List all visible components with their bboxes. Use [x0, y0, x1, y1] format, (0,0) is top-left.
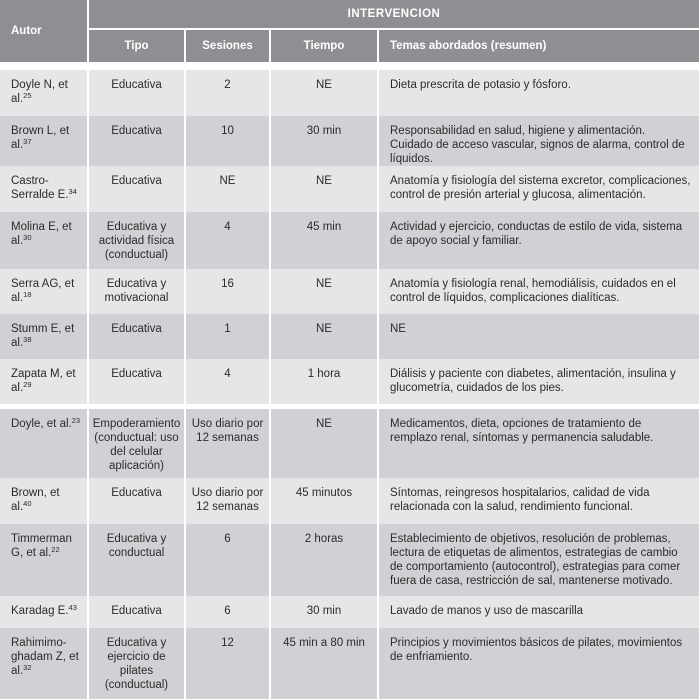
reference-number: 29	[23, 380, 32, 389]
cell-tipo: Empoderamiento (conductual: uso del celular aplicación)	[88, 409, 185, 478]
cell-tipo: Educativa y ejercicio de pilates (conductual)	[88, 628, 185, 699]
header-tipo: Tipo	[88, 29, 185, 62]
autor-text: Castro-Serralde E.	[11, 175, 69, 201]
cell-temas: Anatomía y fisiología renal, hemodiálisis, cuidados en el control de líquidos, complicaciones dialíticas.	[378, 269, 699, 314]
autor-text: Zapata M, et al.	[11, 368, 76, 394]
autor-text: Timmerman G, et al.	[11, 533, 72, 559]
cell-tiempo: 30 min	[270, 596, 378, 628]
cell-temas: NE	[378, 314, 699, 359]
cell-autor	[0, 524, 88, 596]
cell-temas: Dieta prescrita de potasio y fósforo.	[378, 70, 699, 116]
cell-autor	[0, 314, 88, 359]
cell-autor	[0, 596, 88, 628]
cell-autor	[0, 359, 88, 404]
cell-temas: Responsabilidad en salud, higiene y alimentación. Cuidado de acceso vascular, signos de alarma, control de líquidos.	[378, 116, 699, 166]
cell-temas: Principios y movimientos básicos de pilates, movimientos de enfriamiento.	[378, 628, 699, 699]
cell-autor	[0, 166, 88, 212]
cell-tiempo: NE	[270, 70, 378, 116]
cell-autor	[0, 212, 88, 269]
reference-number: 32	[23, 663, 32, 672]
cell-tiempo: 2 horas	[270, 524, 378, 596]
cell-sesiones: 2	[185, 70, 270, 116]
autor-text: Serra AG, et al.	[11, 278, 75, 304]
cell-autor	[0, 409, 88, 478]
cell-sesiones: 1	[185, 314, 270, 359]
reference-number: 18	[23, 290, 32, 299]
header-intervencion-group: INTERVENCION	[88, 0, 699, 29]
header-spacer	[0, 62, 699, 70]
cell-autor	[0, 628, 88, 699]
reference-number: 23	[71, 416, 81, 425]
cell-tiempo: 1 hora	[270, 359, 378, 404]
cell-sesiones: 10	[185, 116, 270, 166]
table-row	[0, 409, 699, 478]
cell-sesiones: 4	[185, 212, 270, 269]
cell-temas: Anatomía y fisiología del sistema excretor, complicaciones, control de presión arterial y glucosa, alimentación.	[378, 166, 699, 212]
table-row	[0, 269, 699, 314]
table-row	[0, 359, 699, 404]
table-row	[0, 628, 699, 699]
autor-text: Doyle N, et al.	[11, 79, 68, 105]
table-row	[0, 478, 699, 524]
cell-temas: Síntomas, reingresos hospitalarios, calidad de vida relacionada con la salud, rendimiento funcional.	[378, 478, 699, 524]
cell-tipo: Educativa	[88, 166, 185, 212]
autor-text: Brown L, et al.	[11, 125, 70, 151]
table-row	[0, 166, 699, 212]
autor-text: Brown, et al.	[11, 487, 60, 513]
cell-tipo: Educativa	[88, 596, 185, 628]
cell-sesiones: 16	[185, 269, 270, 314]
reference-number: 34	[68, 187, 77, 196]
header-temas: Temas abordados (resumen)	[378, 29, 699, 62]
reference-number: 22	[51, 545, 60, 554]
cell-tipo: Educativa y motivacional	[88, 269, 185, 314]
cell-sesiones: Uso diario por 12 semanas	[185, 409, 270, 478]
cell-sesiones: Uso diario por 12 semanas	[185, 478, 270, 524]
cell-tiempo: NE	[270, 314, 378, 359]
cell-sesiones: 12	[185, 628, 270, 699]
cell-sesiones: NE	[185, 166, 270, 212]
cell-autor	[0, 70, 88, 116]
cell-temas: Establecimiento de objetivos, resolución de problemas, lectura de etiquetas de alimentos, estrategias de cambio de comportamiento (autocontrol), estrategias para comer fuera de casa, restricción de sal, mantenerse motivado.	[378, 524, 699, 596]
header-tiempo: Tiempo	[270, 29, 378, 62]
cell-tipo: Educativa	[88, 359, 185, 404]
reference-number: 43	[68, 603, 77, 612]
cell-temas: Actividad y ejercicio, conductas de estilo de vida, sistema de apoyo social y familiar.	[378, 212, 699, 269]
reference-number: 40	[23, 499, 32, 508]
table-row	[0, 70, 699, 116]
cell-autor	[0, 478, 88, 524]
cell-tiempo: NE	[270, 166, 378, 212]
cell-tipo: Educativa	[88, 70, 185, 116]
reference-number: 25	[23, 91, 32, 100]
cell-tipo: Educativa	[88, 478, 185, 524]
table-row	[0, 116, 699, 166]
header-sesiones: Sesiones	[185, 29, 270, 62]
autor-text: Rahimimo-ghadam Z, et al.	[11, 637, 79, 677]
cell-tiempo: 45 min	[270, 212, 378, 269]
cell-sesiones: 6	[185, 524, 270, 596]
cell-tiempo: 45 min a 80 min	[270, 628, 378, 699]
autor-text: Stumm E, et al.	[11, 323, 75, 349]
cell-tiempo: 45 minutos	[270, 478, 378, 524]
cell-tipo: Educativa	[88, 116, 185, 166]
cell-tiempo: NE	[270, 409, 378, 478]
autor-text: Doyle, et al.	[11, 418, 72, 430]
cell-tiempo: NE	[270, 269, 378, 314]
cell-tiempo: 30 min	[270, 116, 378, 166]
autor-text: Molina E, et al.	[11, 221, 72, 247]
cell-tipo: Educativa y actividad física (conductual)	[88, 212, 185, 269]
table-row	[0, 524, 699, 596]
table-row	[0, 596, 699, 628]
cell-sesiones: 6	[185, 596, 270, 628]
cell-autor	[0, 269, 88, 314]
reference-number: 37	[23, 137, 32, 146]
reference-number: 30	[23, 233, 32, 242]
cell-sesiones: 4	[185, 359, 270, 404]
header-autor: Autor	[0, 0, 88, 62]
autor-text: Karadag E.	[11, 605, 69, 617]
table-body	[0, 62, 699, 699]
reference-number: 38	[23, 335, 32, 344]
cell-autor	[0, 116, 88, 166]
cell-tipo: Educativa	[88, 314, 185, 359]
table-row	[0, 314, 699, 359]
cell-temas: Diálisis y paciente con diabetes, alimentación, insulina y glucometría, cuidados de los pies.	[378, 359, 699, 404]
cell-tipo: Educativa y conductual	[88, 524, 185, 596]
cell-temas: Lavado de manos y uso de mascarilla	[378, 596, 699, 628]
table-row	[0, 212, 699, 269]
cell-temas: Medicamentos, dieta, opciones de tratamiento de remplazo renal, síntomas y permanencia saludable.	[378, 409, 699, 478]
